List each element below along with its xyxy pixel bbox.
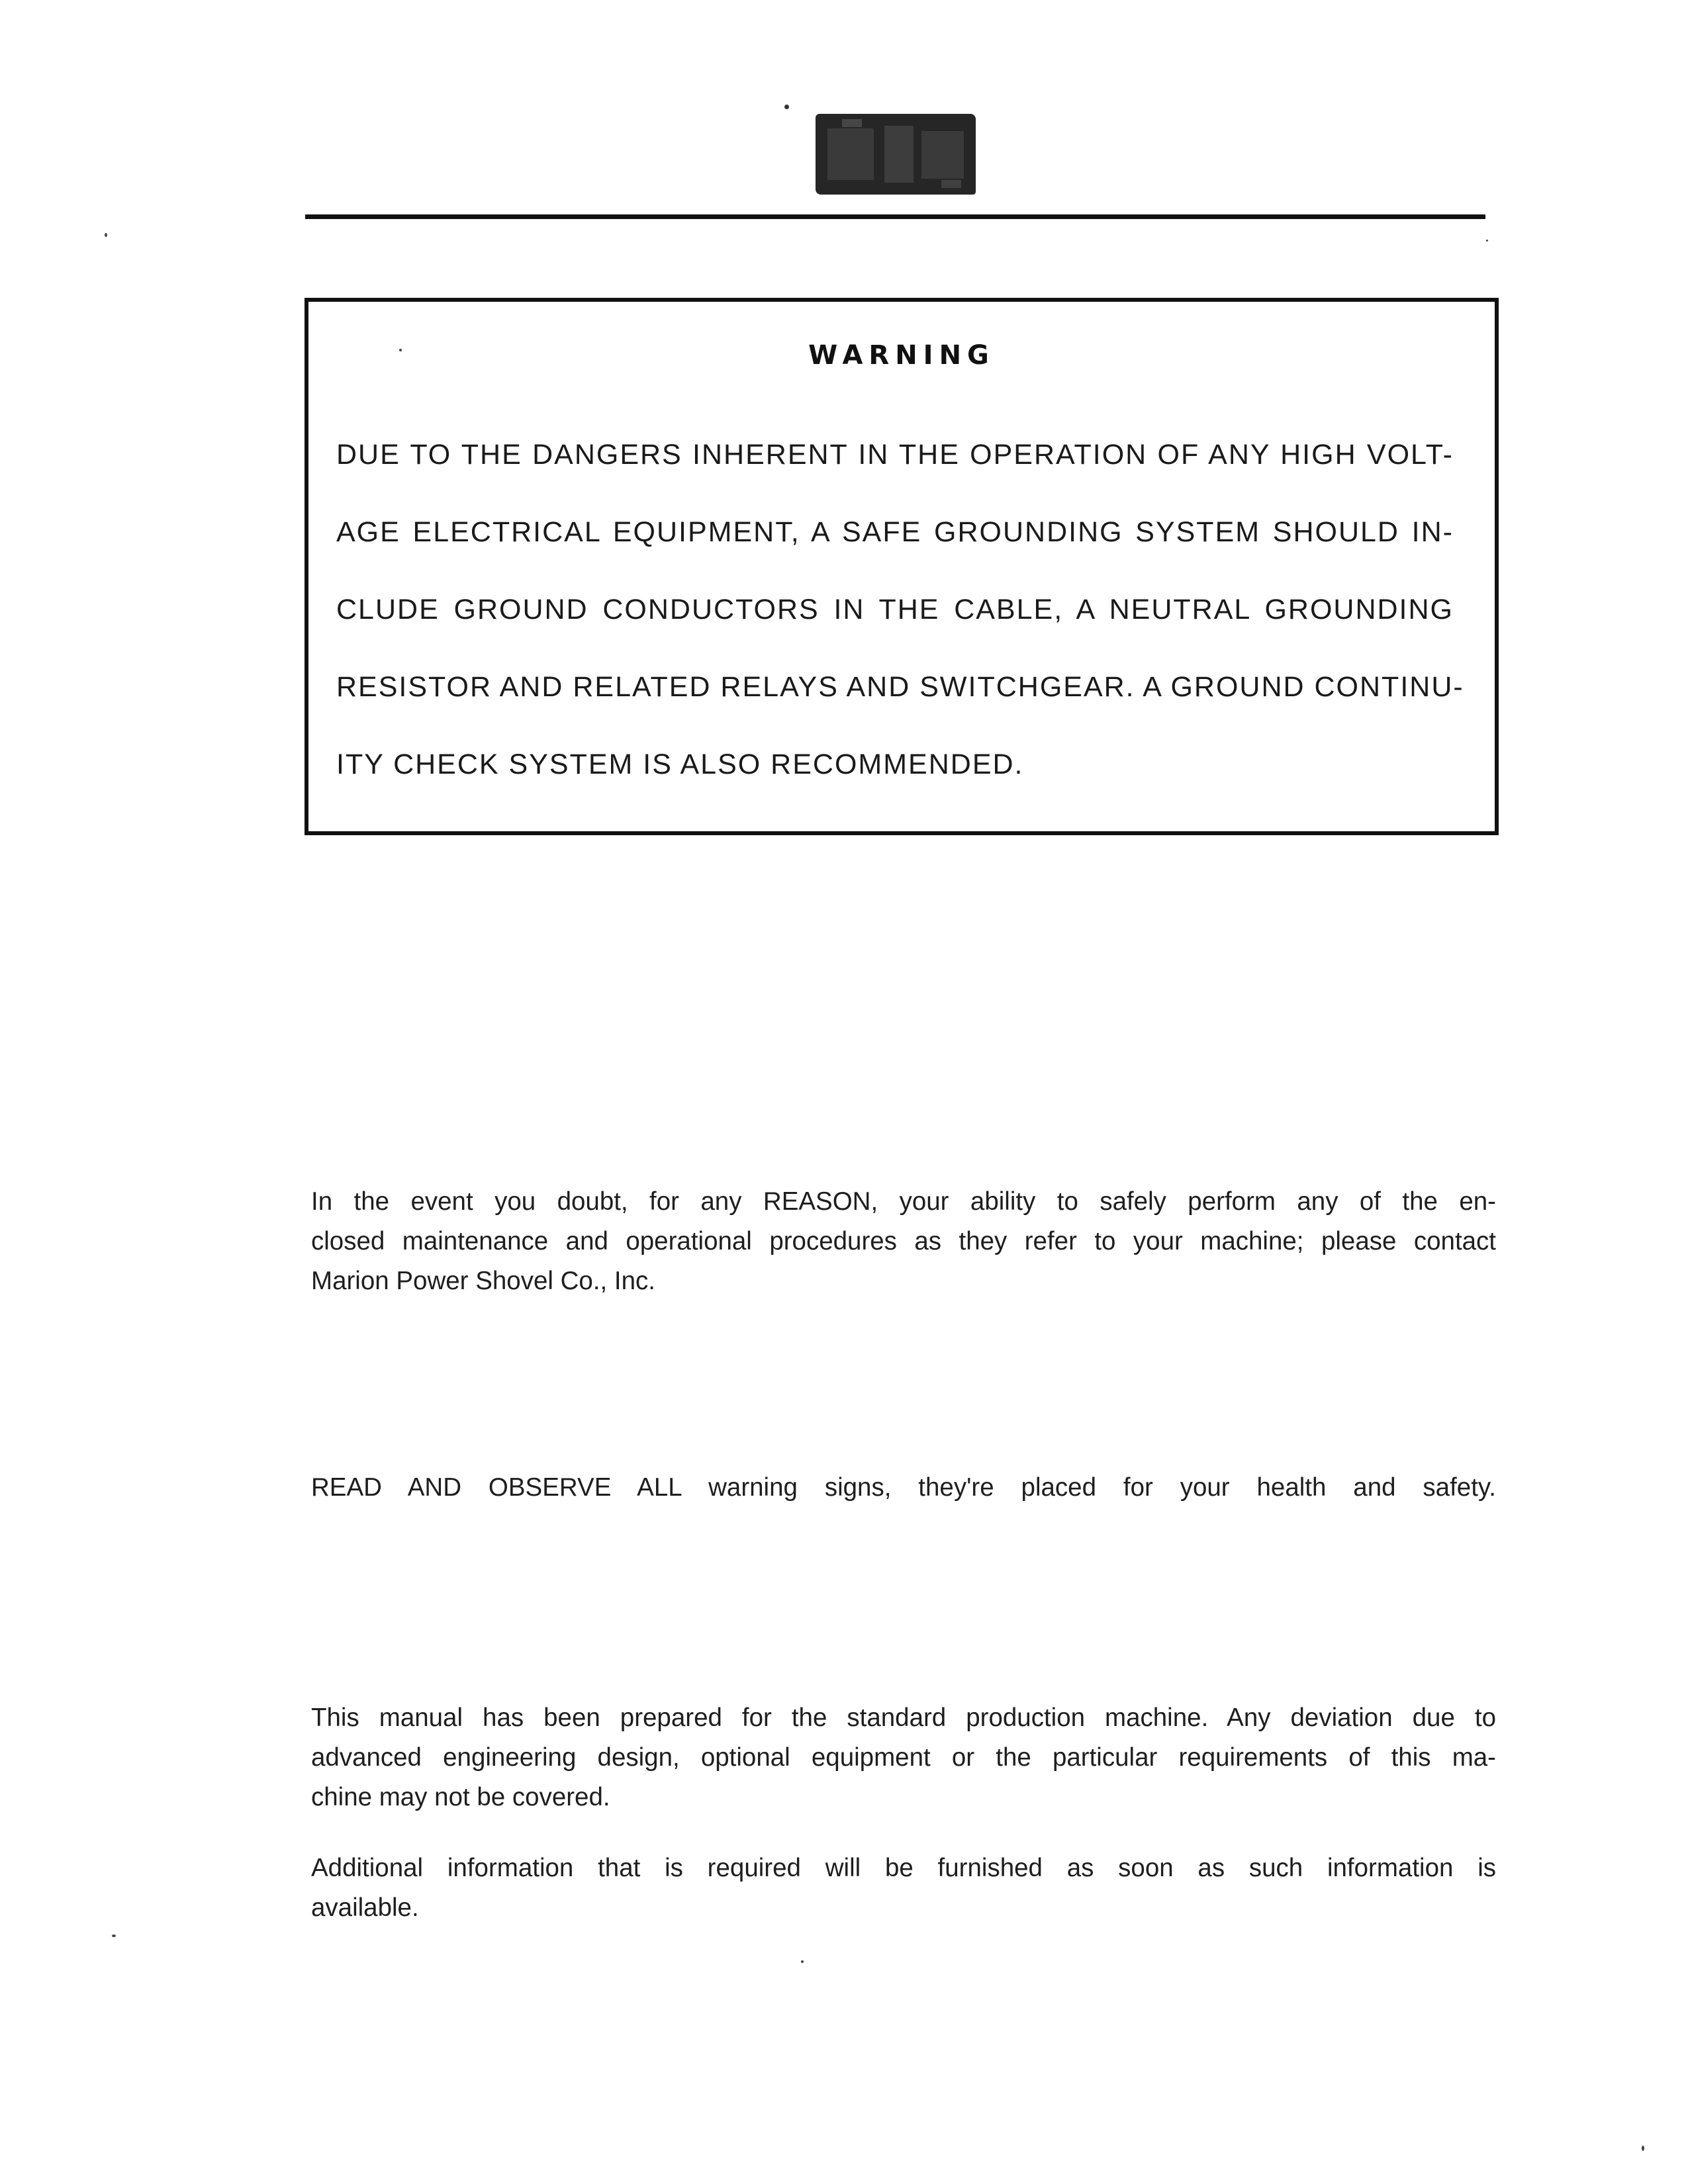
logo-graphic <box>816 114 976 195</box>
doubt-paragraph <box>311 1182 1496 1301</box>
header-rule <box>305 214 1485 219</box>
scan-speck <box>105 233 107 237</box>
scan-speck <box>784 105 789 109</box>
read-observe-line: READ AND OBSERVE ALL warning signs, they're placed for your health and safety. <box>311 1473 1496 1502</box>
manual-line-2: advanced engineering design, optional equipment or the particular requirements of this ma- <box>311 1743 1496 1772</box>
manual-line-1: This manual has been prepared for the standard production machine. Any deviation due to <box>311 1704 1496 1732</box>
warning-line-1: DUE TO THE DANGERS INHERENT IN THE OPERATION OF ANY HIGH VOLT- <box>336 439 1454 471</box>
warning-line-3: CLUDE GROUND CONDUCTORS IN THE CABLE, A NEUTRAL GROUNDING <box>336 594 1454 625</box>
scan-speck <box>1486 240 1488 242</box>
doubt-line-2: closed maintenance and operational procedures as they refer to your machine; please contact <box>311 1227 1496 1255</box>
additional-line-1: Additional information that is required will be furnished as soon as such information is <box>311 1854 1496 1882</box>
scan-speck <box>801 1960 804 1963</box>
additional-paragraph <box>311 1848 1496 1928</box>
doubt-line-1: In the event you doubt, for any REASON, your ability to safely perform any of the en- <box>311 1187 1496 1216</box>
additional-line-2: available. <box>311 1893 419 1922</box>
manual-paragraph <box>311 1698 1496 1817</box>
warning-box <box>305 298 1499 835</box>
warning-line-2: AGE ELECTRICAL EQUIPMENT, A SAFE GROUNDING SYSTEM SHOULD IN- <box>336 516 1454 548</box>
scan-speck <box>399 349 402 351</box>
scan-speck <box>1642 2146 1644 2151</box>
read-observe-paragraph <box>311 1468 1496 1508</box>
manual-line-3: chine may not be covered. <box>311 1783 610 1811</box>
scan-speck <box>112 1934 116 1937</box>
company-logo-icon <box>816 114 976 195</box>
warning-title: WARNING <box>808 340 995 371</box>
doubt-line-3: Marion Power Shovel Co., Inc. <box>311 1267 655 1295</box>
warning-line-5: ITY CHECK SYSTEM IS ALSO RECOMMENDED. <box>336 749 1024 780</box>
warning-line-4: RESISTOR AND RELATED RELAYS AND SWITCHGEAR. A GROUND CONTINU- <box>336 671 1464 703</box>
